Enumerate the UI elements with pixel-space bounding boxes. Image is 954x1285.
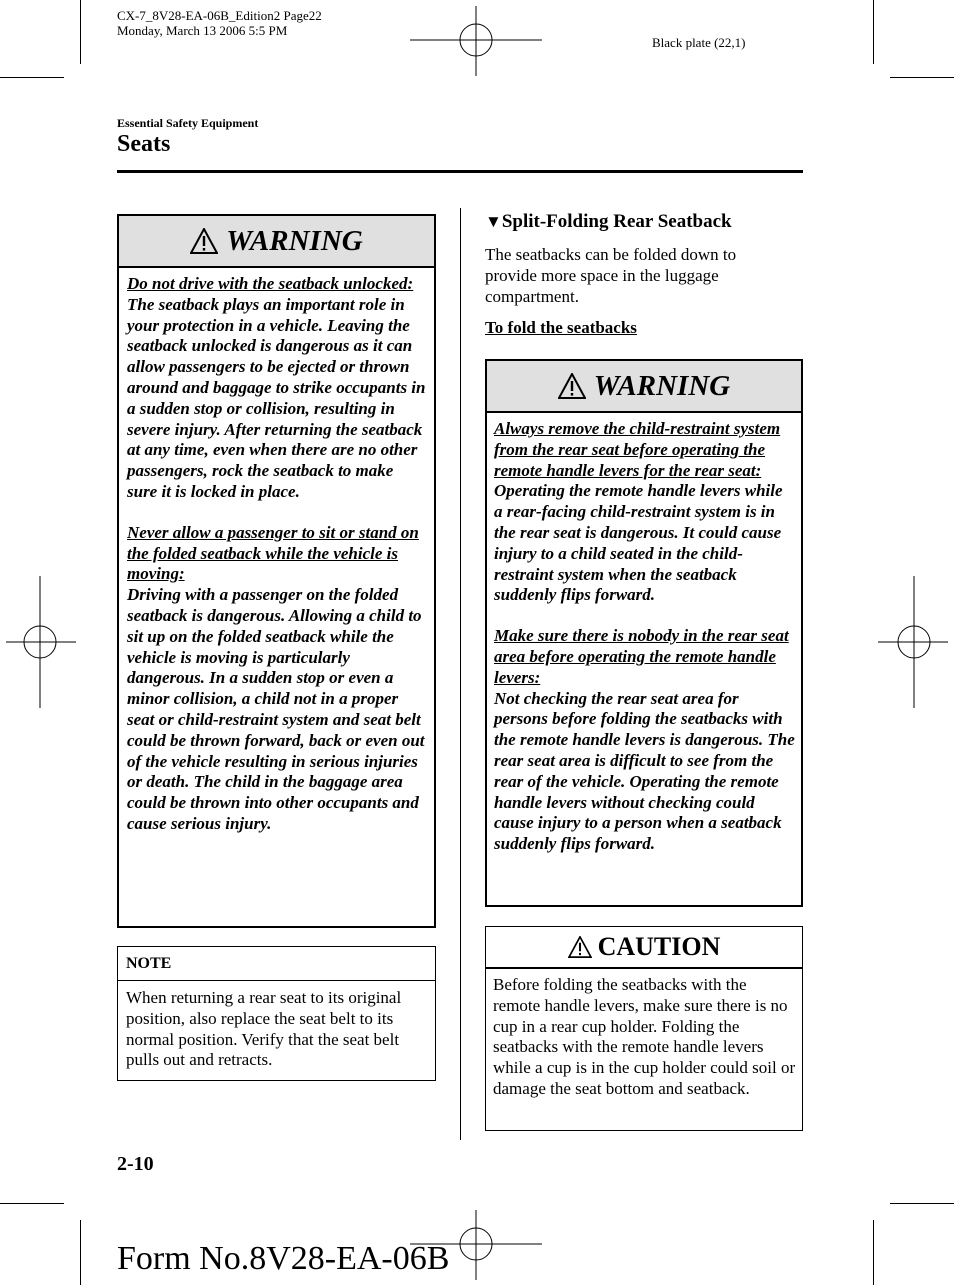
caution-triangle-icon [568,936,592,958]
warning-para1-body: The seatback plays an important role in your protection in a vehicle. Leaving the seatback unlocked is dangerous as it can allow passengers to be ejected or thrown around and baggage to strike occupants in a sudden stop or collision, resulting in severe injury. After returning the seatback at any time, even when there are no other passengers, rock the seatback to make sure it is locked in place. [127,294,426,501]
warning-para2-heading: Never allow a passenger to sit or stand on the folded seatback while the vehicle is moving: [127,522,419,584]
warning-header [119,216,434,268]
registration-mark-top [410,6,542,76]
warning-para2-body: Not checking the rear seat area for persons before folding the seatbacks with the remote handle levers is dangerous. The rear seat area is difficult to see from the rear of the vehicle. Operating the remote handle levers without checking could cause injury to a person when a seatback suddenly flips forward. [494,688,795,854]
warning-box-left [117,214,436,928]
warning-body [487,413,801,863]
note-box [117,946,436,1081]
section-label: Essential Safety Equipment [117,116,259,130]
warning-box-right [485,359,803,907]
triangle-marker-icon: ▼ [485,212,502,231]
crop-mark [80,0,81,64]
crop-mark [873,0,874,64]
registration-mark-right [878,576,948,708]
warning-title: WARNING [593,369,731,402]
warning-para1-heading: Do not drive with the seatback unlocked: [127,274,414,293]
warning-para2-heading: Make sure there is nobody in the rear seat area before operating the remote handle levers: [494,626,789,687]
crop-mark [890,1203,954,1204]
crop-mark [0,77,64,78]
column-divider [460,208,461,1140]
form-number: Form No.8V28-EA-06B [117,1240,450,1277]
page-title: Seats [117,131,171,157]
caution-title: CAUTION [597,932,721,961]
warning-para1-body: Operating the remote handle levers while a rear-facing child-restraint system is in the rear seat is dangerous. It could cause injury to a child seated in the child-restraint system when the seatback suddenly flips forward. [494,481,783,605]
warning-header [487,361,801,413]
print-file-line: CX-7_8V28-EA-06B_Edition2 Page22 [117,8,322,23]
caution-header [486,927,802,969]
warning-title: WARNING [226,224,363,257]
warning-triangle-icon [558,373,586,399]
section-heading [485,211,732,233]
crop-mark [873,1220,874,1285]
warning-body [119,268,434,843]
caution-body: Before folding the seatbacks with the remote handle levers, make sure there is no cup in a rear cup holder. Folding the seatbacks with the remote handle levers while a cup is in the cup holder could soil or damage the seat bottom and seatback. [493,975,796,1098]
print-date-line: Monday, March 13 2006 5:5 PM [117,23,288,38]
crop-mark [890,77,954,78]
section-intro: The seatbacks can be folded down to provide more space in the luggage compartment. [485,245,737,306]
warning-triangle-icon [190,228,218,254]
fold-seatbacks-subheading: To fold the seatbacks [485,318,637,337]
crop-mark [80,1220,81,1285]
note-title: NOTE [118,947,435,981]
registration-mark-left [6,576,76,708]
plate-label: Black plate (22,1) [652,35,746,50]
warning-para2-body: Driving with a passenger on the folded seatback is dangerous. Allowing a child to sit up on the folded seatback while the vehicle is moving is particularly dangerous. In a sudden stop or even a minor collision, a child not in a proper seat or child-restraint system and seat belt could be thrown forward, back or even out of the vehicle resulting in serious injuries or death. The child in the baggage area could be thrown into other occupants and cause serious injury. [127,585,425,833]
caution-box [485,926,803,1131]
page-number: 2-10 [117,1153,154,1175]
crop-mark [0,1203,64,1204]
warning-para1-heading: Always remove the child-restraint system from the rear seat before operating the remote handle levers for the rear seat: [494,419,781,480]
note-body: When returning a rear seat to its original position, also replace the seat belt to its normal position. Verify that the seat belt pulls out and retracts. [126,988,402,1070]
section-heading-text: Split-Folding Rear Seatback [501,211,732,232]
title-rule [117,170,803,173]
